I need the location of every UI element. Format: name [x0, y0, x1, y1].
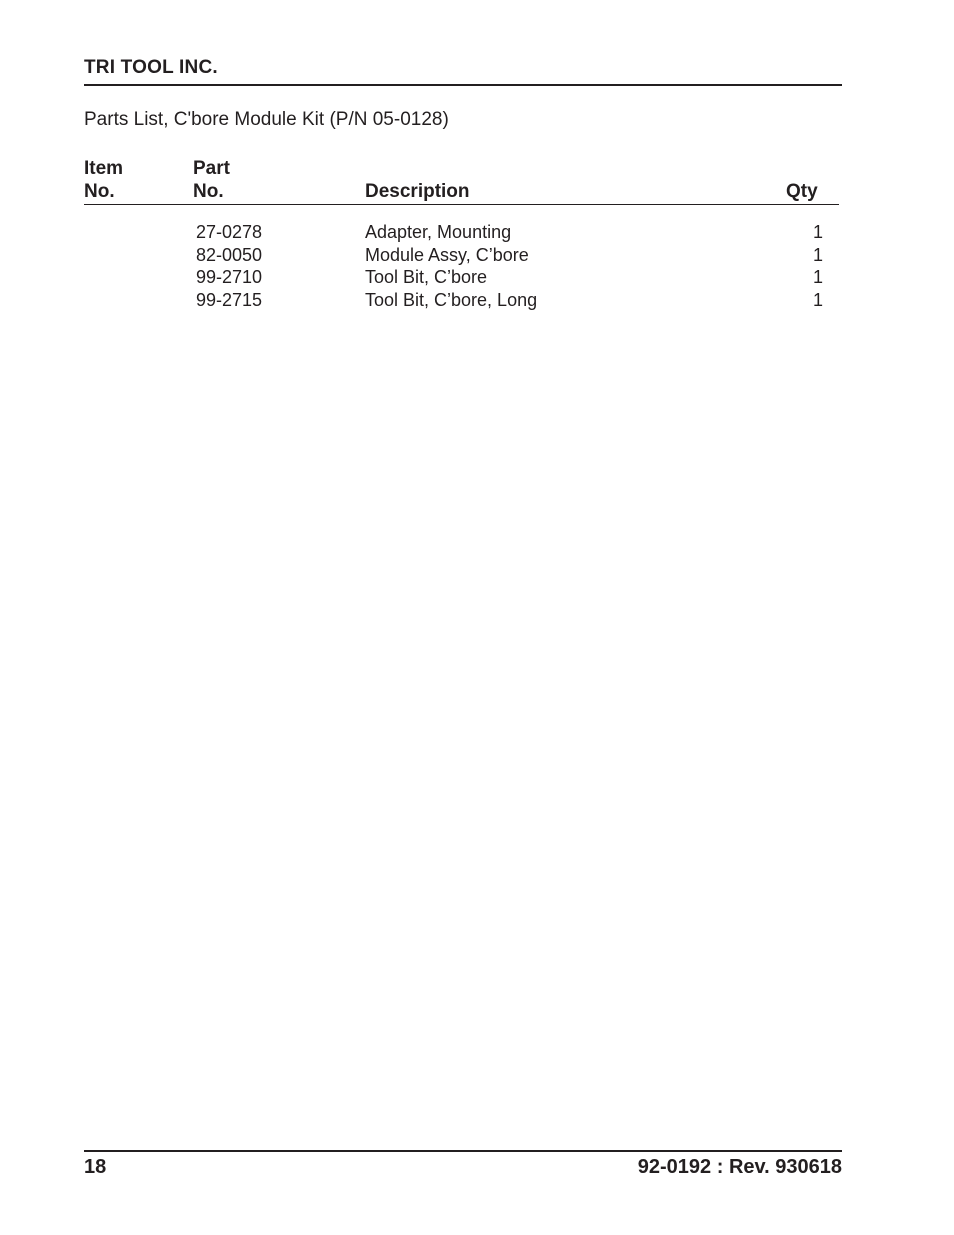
cell-qty: 1 [812, 244, 823, 265]
table-row [0, 244, 954, 267]
page-number: 18 [84, 1156, 107, 1178]
cell-description: Module Assy, C’bore [365, 244, 529, 265]
header-divider [84, 84, 842, 86]
cell-qty: 1 [812, 289, 823, 310]
table-header-divider [84, 204, 839, 205]
column-header-part-line2: No. [193, 181, 224, 202]
footer-divider [84, 1150, 842, 1152]
column-header-item-line2: No. [84, 181, 115, 202]
column-header-item-line1: Item [84, 158, 124, 179]
cell-part-no: 99-2710 [196, 267, 263, 287]
cell-qty: 1 [812, 222, 823, 242]
cell-qty: 1 [812, 267, 823, 287]
parts-table-body [0, 221, 954, 311]
document-title: Parts List, C'bore Module Kit (P/N 05-0128) [84, 109, 449, 130]
column-header-item-no [84, 157, 123, 203]
cell-description: Tool Bit, C’bore [365, 267, 488, 287]
column-header-description: Description [365, 181, 470, 202]
cell-part-no: 82-0050 [196, 244, 263, 265]
table-row [0, 221, 954, 244]
company-name: TRI TOOL INC. [84, 57, 218, 78]
cell-description: Adapter, Mounting [365, 222, 512, 242]
column-header-part-no [193, 157, 230, 203]
table-row [0, 289, 954, 312]
column-header-part-line1: Part [193, 158, 230, 179]
column-header-qty: Qty [786, 181, 818, 202]
document-revision: 92-0192 : Rev. 930618 [637, 1156, 842, 1178]
table-row [0, 266, 954, 289]
cell-part-no: 27-0278 [196, 222, 263, 242]
cell-part-no: 99-2715 [196, 289, 263, 310]
cell-description: Tool Bit, C’bore, Long [365, 289, 538, 310]
